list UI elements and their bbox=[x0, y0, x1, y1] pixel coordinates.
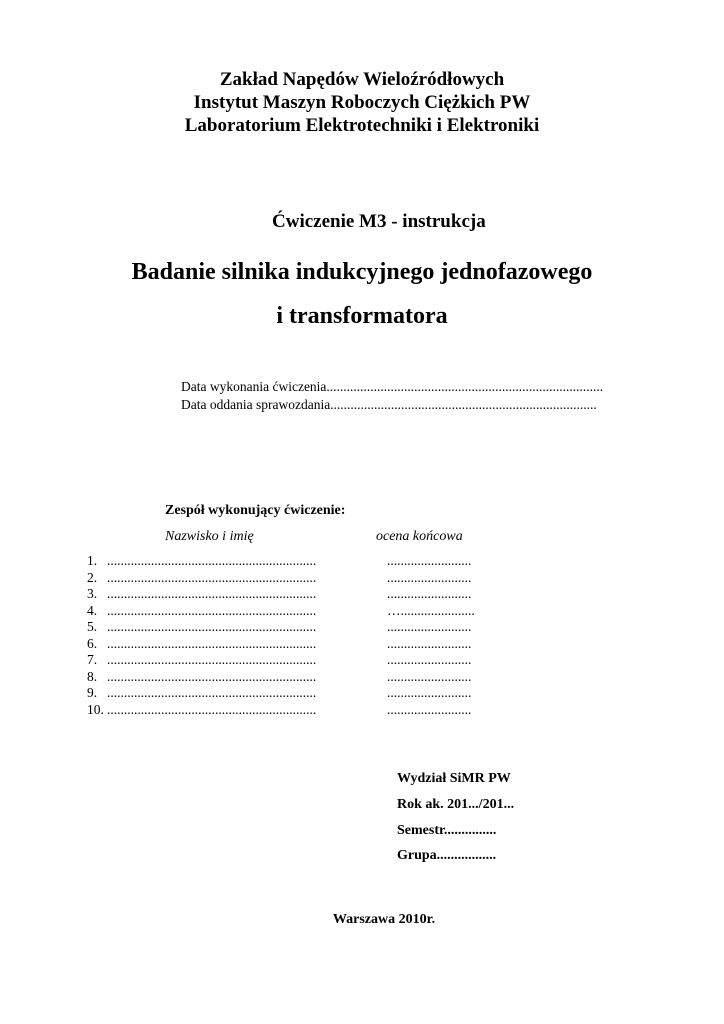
name-blank: .............................................................. bbox=[107, 569, 317, 585]
grade-blank: …...................... bbox=[387, 602, 475, 618]
semester-field: Semestr............... bbox=[397, 823, 497, 838]
academic-year-field: Rok ak. 201.../201... bbox=[397, 797, 515, 812]
name-blank: .............................................................. bbox=[107, 652, 317, 667]
header-line-department: Zakład Napędów Wieloźródłowych bbox=[219, 69, 505, 90]
name-blank: .............................................................. bbox=[107, 685, 317, 700]
grade-blank: ......................... bbox=[387, 685, 472, 700]
name-blank: .............................................................. bbox=[107, 553, 317, 568]
row-number: 6. bbox=[87, 635, 98, 651]
submission-date-field: Data oddania sprawozdania............................................................................... bbox=[181, 397, 597, 412]
row-number: 4. bbox=[87, 602, 98, 618]
grade-blank: ......................... bbox=[387, 553, 472, 568]
grade-blank: ......................... bbox=[387, 668, 472, 684]
exercise-label: Ćwiczenie M3 - instrukcja bbox=[272, 211, 486, 232]
grade-blank: ......................... bbox=[387, 652, 472, 667]
row-number: 8. bbox=[87, 668, 98, 684]
name-blank: .............................................................. bbox=[107, 619, 317, 634]
grade-blank: ......................... bbox=[387, 586, 472, 601]
place-and-year: Warszawa 2010r. bbox=[332, 912, 436, 927]
grade-column-header: ocena końcowa bbox=[376, 529, 463, 544]
document-title-line-1: Badanie silnika indukcyjnego jednofazowego bbox=[131, 259, 593, 285]
name-blank: .............................................................. bbox=[107, 586, 317, 601]
document-title-line-2: i transformatora bbox=[276, 303, 448, 329]
grade-blank: ......................... bbox=[387, 569, 472, 585]
row-number: 5. bbox=[87, 619, 98, 634]
grade-blank: ......................... bbox=[387, 619, 472, 634]
faculty-label: Wydział SiMR PW bbox=[397, 771, 511, 786]
name-blank: .............................................................. bbox=[107, 635, 317, 651]
name-blank: .............................................................. bbox=[107, 701, 317, 717]
group-field: Grupa................. bbox=[397, 848, 497, 863]
header-line-laboratory: Laboratorium Elektrotechniki i Elektroniki bbox=[184, 115, 540, 136]
row-number: 10. bbox=[87, 701, 104, 717]
row-number: 9. bbox=[87, 685, 98, 700]
row-number: 2. bbox=[87, 569, 98, 585]
institution-header bbox=[0, 68, 724, 137]
grade-blank: ......................... bbox=[387, 701, 472, 717]
row-number: 3. bbox=[87, 586, 98, 601]
name-blank: .............................................................. bbox=[107, 668, 317, 684]
header-line-institute: Instytut Maszyn Roboczych Ciężkich PW bbox=[193, 92, 531, 113]
row-number: 7. bbox=[87, 652, 98, 667]
row-number: 1. bbox=[87, 553, 98, 568]
name-blank: .............................................................. bbox=[107, 602, 317, 618]
team-label: Zespół wykonujący ćwiczenie: bbox=[165, 503, 346, 518]
grade-blank: ......................... bbox=[387, 635, 472, 651]
name-column-header: Nazwisko i imię bbox=[165, 529, 254, 544]
execution-date-field: Data wykonania ćwiczenia.................................................................................. bbox=[181, 379, 604, 394]
